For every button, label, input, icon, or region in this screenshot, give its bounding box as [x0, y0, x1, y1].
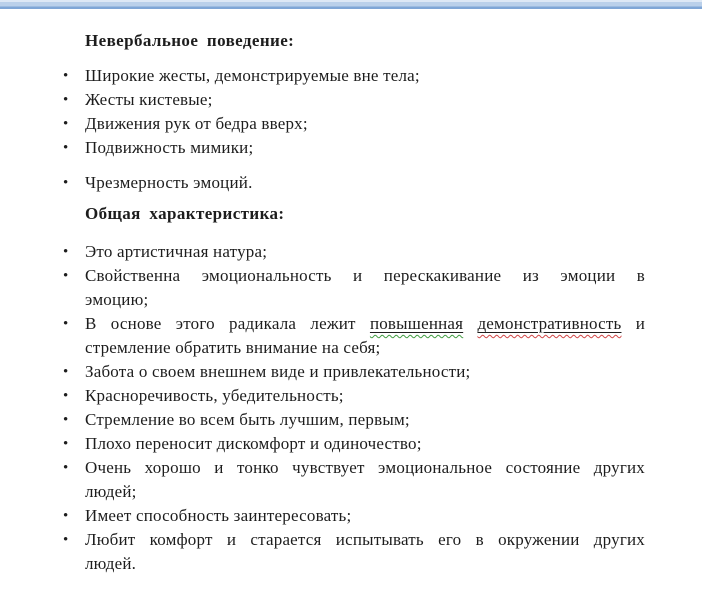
list-item	[63, 64, 645, 88]
list-item-line: Движения рук от бедра вверх;	[85, 114, 308, 133]
list-item	[63, 171, 645, 195]
list-item	[63, 384, 645, 408]
word-red-spelling-squiggle	[477, 314, 621, 333]
list-item	[63, 504, 645, 528]
section-heading: Общая характеристика:	[85, 204, 285, 223]
word-green-grammar-squiggle	[370, 314, 463, 333]
list-item-line: Красноречивость, убедительность;	[85, 386, 344, 405]
list-item-line: Жесты кистевые;	[85, 90, 213, 109]
bullet-list	[63, 240, 646, 576]
list-item	[63, 136, 645, 160]
list-item-line: стремление обратить внимание на себя;	[85, 338, 381, 357]
page-top-border	[0, 0, 702, 9]
text-fragment: и	[621, 314, 646, 333]
bullet-icon: •	[63, 268, 69, 284]
underlined-word: повышенная	[369, 314, 464, 333]
bullet-icon: •	[63, 68, 69, 84]
list-item-line: Подвижность мимики;	[85, 138, 254, 157]
list-item-line: Очень хорошо и тонко чувствует эмоциональное состояние других	[85, 458, 645, 477]
list-item-line: Любит комфорт и старается испытывать его в окружении других	[85, 530, 645, 549]
list-item-line: людей;	[85, 482, 137, 501]
bullet-icon: •	[63, 460, 69, 476]
bullet-icon: •	[63, 140, 69, 156]
list-item	[63, 112, 645, 136]
list-item-line: Широкие жесты, демонстрируемые вне тела;	[85, 66, 420, 85]
list-item	[63, 240, 645, 264]
bullet-icon: •	[63, 244, 69, 260]
document-body	[0, 9, 702, 576]
list-item-line: Чрезмерность эмоций.	[85, 173, 253, 192]
bullet-icon: •	[63, 116, 69, 132]
bullet-list	[63, 64, 645, 195]
list-item	[63, 408, 645, 432]
underlined-word: демонстративность	[477, 314, 622, 333]
list-item-line: эмоцию;	[85, 290, 149, 309]
bullet-icon: •	[63, 388, 69, 404]
list-item-line	[85, 312, 645, 336]
bullet-icon: •	[63, 508, 69, 524]
list-item	[63, 360, 645, 384]
list-item-line: людей.	[85, 554, 137, 573]
bullet-icon: •	[63, 364, 69, 380]
bullet-icon: •	[63, 175, 69, 191]
list-item-line: Стремление во всем быть лучшим, первым;	[85, 410, 410, 429]
list-item	[63, 88, 645, 112]
list-item	[63, 432, 645, 456]
list-item-line: Это артистичная натура;	[85, 242, 268, 261]
section-heading: Невербальное поведение:	[85, 31, 295, 50]
list-item	[63, 528, 645, 576]
list-item-line: Имеет способность заинтересовать;	[85, 506, 352, 525]
bullet-icon: •	[63, 532, 69, 548]
list-item	[63, 312, 646, 360]
text-fragment	[463, 314, 477, 333]
list-item-line: Плохо переносит дискомфорт и одиночество;	[85, 434, 422, 453]
list-item-line: Забота о своем внешнем виде и привлекательности;	[85, 362, 471, 381]
list-item	[63, 456, 645, 504]
list-item-line: Свойственна эмоциональность и перескакивание из эмоции в	[85, 266, 645, 285]
bullet-icon: •	[63, 436, 69, 452]
bullet-icon: •	[63, 412, 69, 428]
bullet-icon: •	[63, 92, 69, 108]
text-fragment: В основе этого радикала лежит	[85, 314, 370, 333]
bullet-icon: •	[63, 316, 69, 332]
list-item	[63, 264, 645, 312]
